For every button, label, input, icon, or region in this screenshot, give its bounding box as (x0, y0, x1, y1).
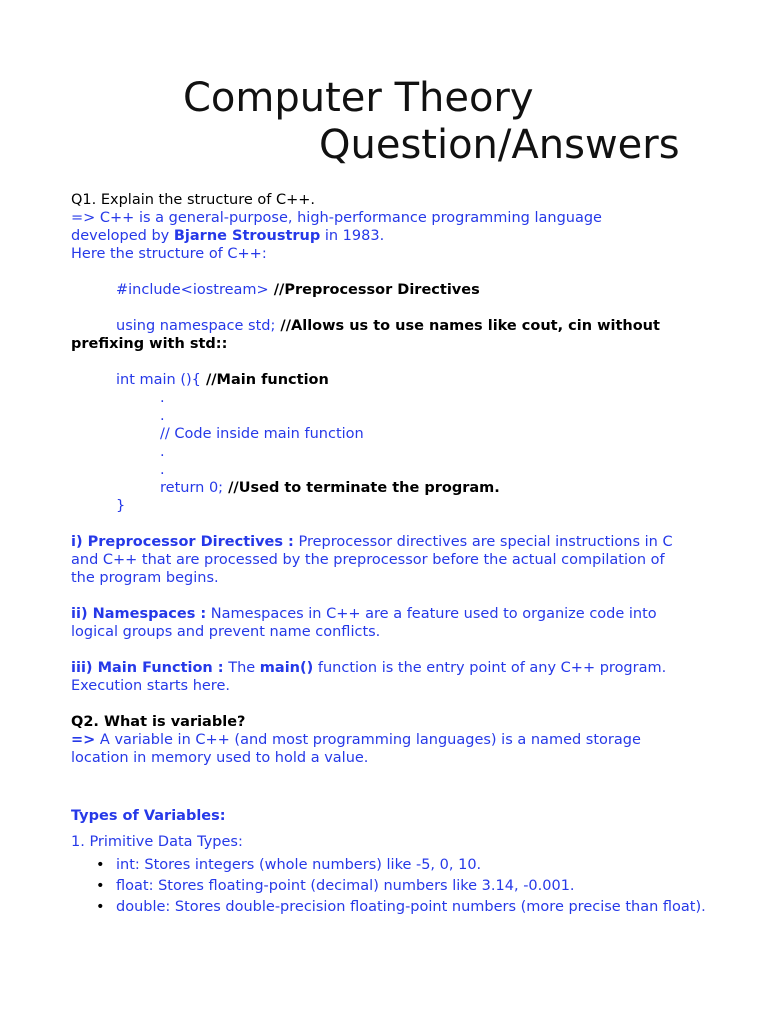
document-body (71, 191, 711, 918)
explanation-preprocessor-text-3: the program begins. (71, 570, 219, 586)
code-dot-2: . (160, 408, 165, 424)
q2-answer-text-1: A variable in C++ (and most programming languages) is a named storage (95, 732, 641, 748)
code-return: return 0; (160, 480, 224, 496)
code-main-line (71, 371, 711, 389)
explanation-preprocessor-text-2: and C++ that are processed by the preprocessor before the actual compilation of (71, 552, 665, 568)
explanation-main-keyword: main() (259, 660, 314, 676)
bullet-icon: • (96, 878, 105, 894)
q1-answer-line-1: => C++ is a general-purpose, high-performance programming language (71, 210, 602, 226)
code-return-comment: //Used to terminate the program. (223, 480, 500, 496)
bullet-icon: • (96, 899, 105, 915)
list-item-text: float: Stores floating-point (decimal) numbers like 3.14, -0.001. (116, 878, 575, 894)
code-close-brace: } (116, 498, 126, 514)
code-inner-comment: // Code inside main function (160, 426, 364, 442)
list-item-text: int: Stores integers (whole numbers) like -5, 0, 10. (116, 857, 482, 873)
explanation-namespaces-text-2: logical groups and prevent name conflicts. (71, 624, 381, 640)
code-dot-3: . (160, 444, 165, 460)
code-dot-4: . (160, 462, 165, 478)
list-item (71, 876, 711, 896)
q2-answer-arrow: => (71, 732, 96, 748)
explanation-main-text-2: Execution starts here. (71, 678, 230, 694)
code-main-comment: //Main function (200, 372, 329, 388)
q1-answer-line-2 (71, 227, 711, 245)
explanation-namespaces-label: ii) Namespaces : (71, 606, 207, 622)
q2-answer-line-1 (71, 731, 711, 749)
code-using-comment-a: //Allows us to use names like cout, cin without (275, 318, 660, 334)
code-include-comment: //Preprocessor Directives (268, 282, 480, 298)
document-title-line-2: Question/Answers (319, 122, 680, 168)
document-title-line-1: Computer Theory (183, 75, 534, 121)
q1-answer-text-b: in 1983. (320, 228, 385, 244)
code-using: using namespace std; (116, 318, 276, 334)
types-of-variables-heading (71, 803, 711, 829)
q1-question: Q1. Explain the structure of C++. (71, 192, 315, 208)
q1-answer-text-a: developed by (71, 228, 174, 244)
q2-question-text: Q2. What is variable? (71, 714, 246, 730)
q1-structure-intro: Here the structure of C++: (71, 246, 267, 262)
q2-question (71, 713, 711, 731)
code-main: int main (){ (116, 372, 201, 388)
q1-answer-author: Bjarne Stroustrup (173, 228, 321, 244)
explanation-preprocessor-text-1: Preprocessor directives are special instructions in C (293, 534, 673, 550)
code-return-line (71, 479, 711, 497)
code-using-comment-b: prefixing with std:: (71, 336, 228, 352)
code-using-line (71, 317, 711, 335)
code-include-line (71, 281, 711, 299)
explanation-main-label: iii) Main Function : (71, 660, 224, 676)
code-dot-1: . (160, 390, 165, 406)
list-item (71, 855, 711, 875)
explanation-preprocessor-line-1 (71, 533, 711, 551)
explanation-namespaces-text-1: Namespaces in C++ are a feature used to organize code into (206, 606, 657, 622)
explanation-main-line-1 (71, 659, 711, 677)
code-include: #include<iostream> (116, 282, 269, 298)
code-using-comment-line-2 (71, 335, 711, 353)
bullet-icon: • (96, 857, 105, 873)
q2-answer-text-2: location in memory used to hold a value. (71, 750, 369, 766)
explanation-main-text-b: function is the entry point of any C++ program. (313, 660, 667, 676)
explanation-preprocessor-label: i) Preprocessor Directives : (71, 534, 294, 550)
primitive-types-list (71, 855, 711, 917)
types-of-variables-text: Types of Variables: (71, 808, 226, 824)
explanation-namespaces-line-1 (71, 605, 711, 623)
list-item-text: double: Stores double-precision floating-point numbers (more precise than float). (116, 899, 706, 915)
list-item (71, 897, 711, 917)
explanation-main-text-a: The (223, 660, 260, 676)
primitive-types-heading: 1. Primitive Data Types: (71, 834, 243, 850)
